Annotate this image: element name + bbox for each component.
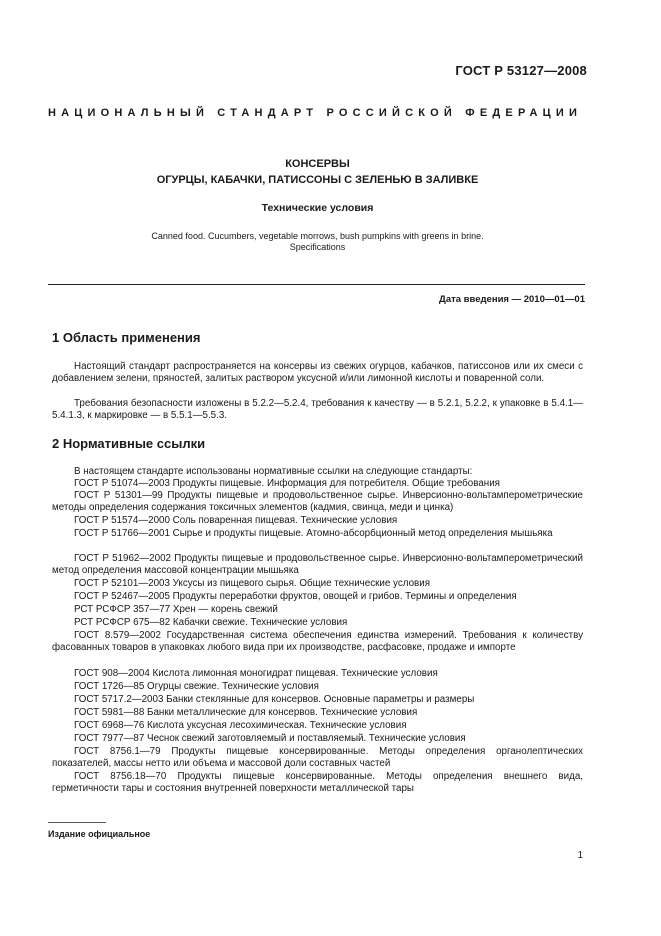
- reference-item: ГОСТ Р 52467—2005 Продукты переработки фруктов, овощей и грибов. Термины и определения: [74, 591, 517, 602]
- reference-item: ГОСТ Р 51962—2002 Продукты пищевые и продовольственное сырье. Инверсионно-вольтамперометрический метод определения массовой концентрации мышьяка: [52, 553, 583, 577]
- english-title-line-2: Specifications: [289, 242, 346, 252]
- reference-item: РСТ РСФСР 675—82 Кабачки свежие. Технические условия: [74, 617, 348, 628]
- english-title-line-1: Canned food. Cucumbers, vegetable morrows, bush pumpkins with greens in brine.: [151, 231, 484, 241]
- section-1-paragraph-1: Настоящий стандарт распространяется на консервы из свежих огурцов, кабачков, патиссонов или их смеси с добавлением зелени, пряностей, залитых раствором уксусной и/или лимонной кислоты и поваренной соли.: [52, 361, 583, 385]
- reference-item: ГОСТ 7977—87 Чеснок свежий заготовляемый и поставляемый. Технические условия: [74, 733, 466, 744]
- page-number: 1: [577, 850, 583, 861]
- footer-divider: [48, 822, 106, 823]
- official-edition-label: Издание официальное: [48, 829, 151, 839]
- reference-item: РСТ РСФСР 357—77 Хрен — корень свежий: [74, 604, 278, 615]
- reference-item: ГОСТ 5717.2—2003 Банки стеклянные для консервов. Основные параметры и размеры: [74, 694, 475, 705]
- reference-item: ГОСТ Р 51766—2001 Сырье и продукты пищевые. Атомно-абсорбционный метод определения мышьяка: [74, 528, 553, 539]
- section-1-heading: 1 Область применения: [52, 330, 201, 345]
- title-line-2: ОГУРЦЫ, КАБАЧКИ, ПАТИССОНЫ С ЗЕЛЕНЬЮ В ЗАЛИВКЕ: [156, 174, 479, 186]
- reference-item: ГОСТ 8.579—2002 Государственная система обеспечения единства измерений. Требования к количеству фасованных товаров в упаковках любого вида при их производстве, расфасовке, продаже и импорте: [52, 630, 583, 654]
- reference-item: ГОСТ Р 51301—99 Продукты пищевые и продовольственное сырье. Инверсионно-вольтамперометрические методы определения содержания токсичных элементов (кадмия, свинца, меди и цинка): [52, 490, 583, 514]
- section-2-intro: В настоящем стандарте использованы нормативные ссылки на следующие стандарты:: [74, 466, 473, 477]
- reference-item: ГОСТ 1726—85 Огурцы свежие. Технические условия: [74, 681, 319, 692]
- reference-item: ГОСТ 8756.1—79 Продукты пищевые консервированные. Методы определения органолептических показателей, массы нетто или объема и массовой доли составных частей: [52, 746, 583, 770]
- reference-item: ГОСТ 908—2004 Кислота лимонная моногидрат пищевая. Технические условия: [74, 668, 438, 679]
- reference-item: ГОСТ 5981—88 Банки металлические для консервов. Технические условия: [74, 707, 418, 718]
- effective-date: Дата введения — 2010—01—01: [439, 294, 585, 305]
- reference-item: ГОСТ Р 51574—2000 Соль поваренная пищевая. Технические условия: [74, 515, 398, 526]
- reference-item: ГОСТ Р 52101—2003 Уксусы из пищевого сырья. Общие технические условия: [74, 578, 430, 589]
- reference-item: ГОСТ 8756.18—70 Продукты пищевые консервированные. Методы определения внешнего вида, герметичности тары и состояния внутренней поверхности металлической тары: [52, 771, 583, 795]
- document-code: ГОСТ Р 53127—2008: [455, 63, 587, 78]
- reference-item: ГОСТ 6968—76 Кислота уксусная лесохимическая. Технические условия: [74, 720, 407, 731]
- subtitle: Технические условия: [261, 202, 374, 214]
- title-divider: [48, 284, 585, 285]
- section-1-paragraph-2: Требования безопасности изложены в 5.2.2—5.2.4, требования к качеству — в 5.2.1, 5.2.2, к упаковке в 5.4.1—5.4.1.3, к маркировке — в 5.5.1—5.5.3.: [52, 398, 583, 422]
- section-2-heading: 2 Нормативные ссылки: [52, 436, 206, 451]
- national-standard-heading: НАЦИОНАЛЬНЫЙ СТАНДАРТ РОССИЙСКОЙ ФЕДЕРАЦИИ: [48, 107, 583, 119]
- reference-item: ГОСТ Р 51074—2003 Продукты пищевые. Информация для потребителя. Общие требования: [74, 478, 500, 489]
- title-line-1: КОНСЕРВЫ: [285, 158, 350, 170]
